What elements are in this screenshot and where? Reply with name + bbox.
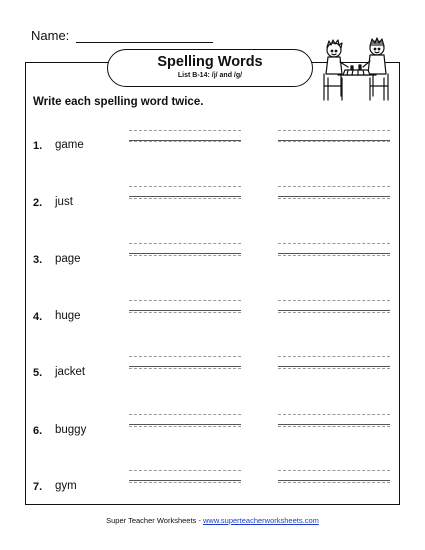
spelling-word: page — [55, 253, 81, 265]
title-banner — [107, 49, 313, 87]
writing-line-6a[interactable] — [129, 414, 241, 425]
writing-line-5d[interactable] — [278, 368, 390, 378]
writing-line-2d[interactable] — [278, 198, 390, 208]
writing-line-2b[interactable] — [278, 186, 390, 197]
writing-line-3b[interactable] — [278, 243, 390, 254]
word-number: 1. — [33, 140, 43, 152]
writing-line-3c[interactable] — [129, 255, 241, 265]
writing-line-5c[interactable] — [129, 368, 241, 378]
writing-line-4c[interactable] — [129, 312, 241, 322]
worksheet-subtitle: List B-14: /j/ and /g/ — [177, 72, 243, 79]
worksheet-title: Spelling Words — [157, 54, 263, 70]
writing-line-1a[interactable] — [129, 130, 241, 141]
spelling-word: buggy — [55, 424, 87, 436]
writing-line-7b[interactable] — [278, 470, 390, 481]
spelling-word: jacket — [55, 366, 86, 378]
writing-line-7c[interactable] — [129, 482, 241, 492]
writing-line-4d[interactable] — [278, 312, 390, 322]
spelling-word: just — [55, 196, 73, 208]
writing-line-1c[interactable] — [129, 141, 241, 151]
word-number: 2. — [33, 197, 43, 209]
word-number: 7. — [33, 481, 43, 493]
writing-line-7d[interactable] — [278, 482, 390, 492]
writing-line-1b[interactable] — [278, 130, 390, 141]
writing-line-3d[interactable] — [278, 255, 390, 265]
writing-line-7a[interactable] — [129, 470, 241, 481]
name-label: Name: — [31, 28, 70, 43]
spelling-word: gym — [55, 480, 77, 492]
spelling-word: game — [55, 139, 84, 151]
name-field — [31, 28, 69, 43]
footer-text: Super Teacher Worksheets - — [106, 516, 203, 525]
word-number: 3. — [33, 254, 43, 266]
writing-line-5b[interactable] — [278, 356, 390, 367]
word-number: 4. — [33, 311, 43, 323]
word-number: 5. — [33, 367, 43, 379]
footer — [0, 516, 425, 525]
writing-line-6c[interactable] — [129, 426, 241, 436]
writing-line-1d[interactable] — [278, 141, 390, 151]
writing-line-5a[interactable] — [129, 356, 241, 367]
writing-line-4a[interactable] — [129, 300, 241, 311]
writing-line-2c[interactable] — [129, 198, 241, 208]
spelling-word: huge — [55, 310, 81, 322]
instructions-text: Write each spelling word twice. — [33, 96, 204, 108]
writing-line-4b[interactable] — [278, 300, 390, 311]
writing-line-6b[interactable] — [278, 414, 390, 425]
name-write-line[interactable] — [76, 42, 213, 43]
writing-line-2a[interactable] — [129, 186, 241, 197]
word-number: 6. — [33, 425, 43, 437]
kids-playing-chess-icon — [318, 34, 394, 108]
footer-link[interactable]: www.superteacherworksheets.com — [202, 516, 319, 525]
writing-line-6d[interactable] — [278, 426, 390, 436]
writing-line-3a[interactable] — [129, 243, 241, 254]
